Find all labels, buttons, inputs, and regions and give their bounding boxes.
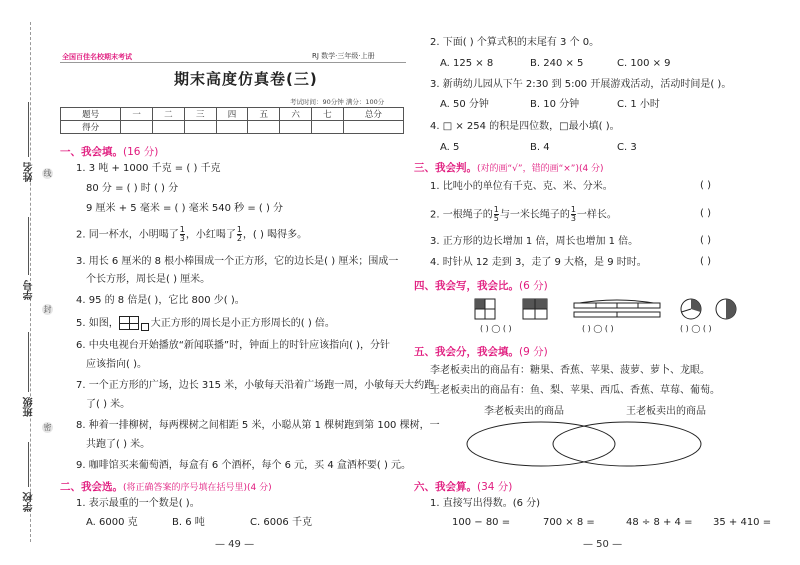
brand-text: 全国百佳名校期末考试	[62, 53, 132, 61]
section-5-title: 五、我会分，我会填。(9 分)	[414, 346, 548, 358]
venn-ellipse-right	[553, 422, 701, 466]
calc-item: 48 ÷ 8 + 4 =	[626, 517, 693, 528]
s1-q3b: 个长方形，周长是( ) 厘米。	[86, 274, 211, 285]
s1-q6a: 6. 中央电视台开始播放“新闻联播”时，钟面上的时针应该指向( )，分针	[76, 340, 391, 351]
s6-q1: 1. 直接写出得数。(6 分)	[430, 498, 541, 509]
score-cell: 总分	[343, 108, 403, 121]
binding-line-mark: 线	[43, 169, 52, 178]
class-label: 班级	[24, 397, 35, 417]
square-figure-icon	[119, 316, 139, 330]
score-cell: 一	[121, 108, 153, 121]
score-input-cell[interactable]	[184, 121, 216, 134]
s2-q4-opt-b: B. 4	[530, 142, 550, 153]
section-1-title: 一、我会填。(16 分)	[60, 146, 159, 158]
square-fraction-figure	[474, 298, 556, 320]
s5-line2: 王老板卖出的商品有：鱼、梨、苹果、西瓜、香蕉、草莓、葡萄。	[430, 385, 720, 396]
score-cell: 题号	[61, 108, 121, 121]
s3-q1-answer[interactable]: ( )	[700, 180, 711, 191]
page-title: 期末高度仿真卷(三)	[174, 70, 318, 88]
fraction: $\frac{1}{3}$	[570, 205, 576, 223]
s1-q1b: 80 分 = ( ) 时 ( ) 分	[86, 183, 179, 194]
score-input-cell[interactable]	[280, 121, 312, 134]
s3-q3-answer[interactable]: ( )	[700, 235, 711, 246]
page-number-left: — 49 —	[215, 539, 255, 550]
name-label: 姓名	[24, 162, 35, 182]
s1-q2: 2. 同一杯水，小明喝了 $\frac{1}{3}$ ，小红喝了 $\frac{1}{2}$ ，( ) 喝得多。	[76, 225, 308, 243]
score-cell: 三	[184, 108, 216, 121]
student-no-label: 学号	[24, 280, 35, 300]
s1-q4: 4. 95 的 8 倍是( )，它比 800 少( )。	[76, 295, 245, 306]
s3-q4: 4. 时针从 12 走到 3，走了 9 大格，是 9 时时。	[430, 257, 647, 268]
s3-q3: 3. 正方形的边长增加 1 倍，周长也增加 1 倍。	[430, 236, 639, 247]
s2-q3-opt-c: C. 1 小时	[617, 99, 660, 110]
score-table	[60, 107, 404, 134]
circle-right-shaded	[726, 299, 736, 319]
school-label: 学校	[24, 492, 35, 512]
score-cell: 四	[216, 108, 248, 121]
s4-blank-1[interactable]: ( ) ◯ ( )	[480, 324, 512, 333]
calc-item: 100 − 80 =	[452, 517, 511, 528]
score-input-cell[interactable]	[311, 121, 343, 134]
s1-q9: 9. 咖啡馆买来葡萄酒，每盒有 6 个酒杯，每个 6 元，买 4 盒酒杯要( ) 元。	[76, 460, 412, 471]
s2-q4-opt-c: C. 3	[617, 142, 637, 153]
s3-q2: 2. 一根绳子的 $\frac{1}{5}$ 与一米长绳子的 $\frac{1}{3}$ 一样长。	[430, 205, 617, 223]
fraction: $\frac{1}{5}$	[493, 205, 499, 223]
score-table-row	[61, 121, 404, 134]
calc-item: 700 × 8 =	[543, 517, 595, 528]
s4-blank-2[interactable]: ( ) ◯ ( )	[582, 324, 614, 333]
s1-q8a: 8. 种着一排柳树，每两棵树之间相距 5 米，小聪从第 1 棵树跑到第 100 棵树，一	[76, 420, 440, 431]
right-info: RJ 数学·三年级·上册	[312, 52, 375, 60]
exam-info: 考试时间：90分钟 满分：100分	[290, 98, 385, 106]
venn-diagram[interactable]	[465, 420, 705, 470]
score-input-cell[interactable]	[121, 121, 153, 134]
venn-ellipse-left	[467, 422, 615, 466]
s2-q4-opt-a: A. 5	[440, 142, 460, 153]
s1-q1c: 9 厘米 + 5 毫米 = ( ) 毫米 540 秒 = ( ) 分	[86, 203, 284, 214]
s1-q8b: 共跑了( ) 米。	[86, 439, 151, 450]
section-4-title: 四、我会写，我会比。(6 分)	[414, 280, 548, 292]
small-square-icon	[141, 323, 149, 331]
s5-line1: 李老板卖出的商品有：糖果、香蕉、苹果、菠萝、萝卜、龙眼。	[430, 365, 710, 376]
s2-q2: 2. 下面( ) 个算式积的末尾有 3 个 0。	[430, 37, 600, 48]
score-cell: 七	[311, 108, 343, 121]
s2-q1-opt-b: B. 6 吨	[172, 517, 205, 528]
score-input-cell[interactable]	[216, 121, 248, 134]
score-cell: 二	[153, 108, 185, 121]
score-cell: 六	[280, 108, 312, 121]
section-6-title: 六、我会算。(34 分)	[414, 481, 513, 493]
score-input-cell[interactable]	[248, 121, 280, 134]
s2-q1-opt-c: C. 6006 千克	[250, 517, 312, 528]
s1-q7b: 了( ) 米。	[86, 399, 131, 410]
binding-dense-mark: 密	[43, 423, 52, 432]
s3-q2-answer[interactable]: ( )	[700, 208, 711, 219]
section-3-title: 三、我会判。(对的画“√”，错的画“×”)(4 分)	[414, 162, 604, 174]
s2-q1-opt-a: A. 6000 克	[86, 517, 138, 528]
venn-label-left: 李老板卖出的商品	[484, 406, 564, 417]
s1-q3a: 3. 用长 6 厘米的 8 根小棒围成一个正方形，它的边长是( ) 厘米；围成一	[76, 256, 399, 267]
page-number-right: — 50 —	[583, 539, 623, 550]
bar-fraction-figure	[572, 298, 662, 320]
s1-q5: 5. 如图， 大正方形的周长是小正方形周长的( ) 倍。	[76, 318, 335, 329]
s2-q4: 4. □ × 254 的积是四位数，□最小填( )。	[430, 121, 620, 132]
fraction: $\frac{1}{3}$	[179, 225, 185, 243]
s4-blank-3[interactable]: ( ) ◯ ( )	[680, 324, 712, 333]
s2-q3-opt-b: B. 10 分钟	[530, 99, 580, 110]
section-2-title: 二、我会选。(将正确答案的序号填在括号里)(4 分)	[60, 481, 272, 493]
score-input-cell[interactable]	[343, 121, 403, 134]
binding-seal-mark: 封	[43, 305, 52, 314]
binding-margin	[20, 22, 52, 542]
s3-q1: 1. 比吨小的单位有千克、克、米、分米。	[430, 181, 613, 192]
s2-q2-opt-c: C. 100 × 9	[617, 58, 671, 69]
s2-q3: 3. 新萌幼儿园从下午 2:30 到 5:00 开展游戏活动，活动时间是( )。	[430, 79, 732, 90]
s1-q1a: 1. 3 吨 + 1000 千克 = ( ) 千克	[76, 163, 221, 174]
s2-q2-opt-a: A. 125 × 8	[440, 58, 494, 69]
s2-q2-opt-b: B. 240 × 5	[530, 58, 584, 69]
fraction: $\frac{1}{2}$	[236, 225, 242, 243]
score-cell: 五	[248, 108, 280, 121]
circle-fraction-figure	[680, 298, 750, 320]
square-left-shaded	[475, 299, 485, 309]
calc-item: 35 + 410 =	[713, 517, 772, 528]
s1-q7a: 7. 一个正方形的广场，边长 315 米，小敏每天沿着广场跑一周，小敏每天大约跑	[76, 380, 435, 391]
score-table-row	[61, 108, 404, 121]
score-cell: 得分	[61, 121, 121, 134]
score-input-cell[interactable]	[153, 121, 185, 134]
s2-q1: 1. 表示最重的一个数是( )。	[76, 498, 200, 509]
venn-label-right: 王老板卖出的商品	[626, 406, 706, 417]
s1-q6b: 应该指向( )。	[86, 359, 147, 370]
s2-q3-opt-a: A. 50 分钟	[440, 99, 489, 110]
s3-q4-answer[interactable]: ( )	[700, 256, 711, 267]
